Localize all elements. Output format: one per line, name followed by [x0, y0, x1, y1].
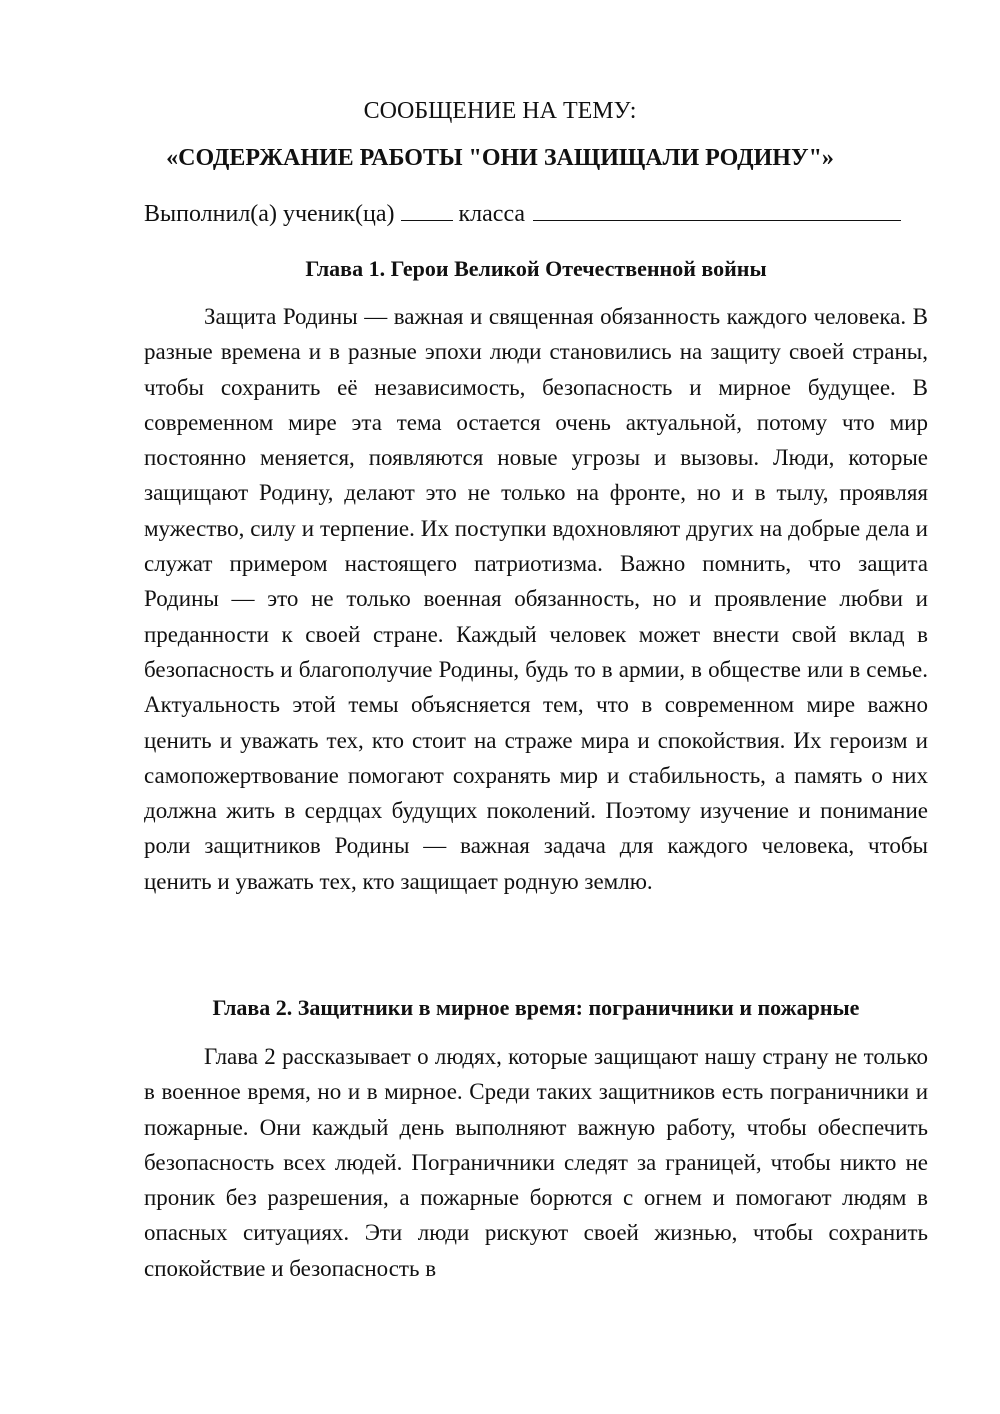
signature-line	[144, 198, 901, 229]
chapter2-paragraph: Глава 2 рассказывает о людях, которые защищают нашу страну не только в военное время, но и в мирное. Среди таких защитников есть пограничники и пожарные. Они каждый день выполняют важную работу, чтобы обеспечить безопасность всех людей. Пограничники следят за границей, чтобы никто не проник без разрешения, а пожарные борются с огнем и помогают людям в опасных ситуациях. Эти люди рискуют своей жизнью, чтобы сохранить спокойствие и безопасность в	[144, 1044, 928, 1281]
chapter1-heading: Глава 1. Герои Великой Отечественной войны	[305, 256, 767, 281]
chapter2-heading: Глава 2. Защитники в мирное время: пограничники и пожарные	[212, 995, 860, 1020]
document-title-line2: «СОДЕРЖАНИЕ РАБОТЫ "ОНИ ЗАЩИЩАЛИ РОДИНУ"»	[166, 145, 834, 171]
document-title-line1: СООБЩЕНИЕ НА ТЕМУ:	[363, 98, 637, 124]
chapter1-paragraph: Защита Родины — важная и священная обязанность каждого человека. В разные времена и в разные эпохи люди становились на защиту своей страны, чтобы сохранить её независимость, безопасность и мирное будущее. В современном мире эта тема остается очень актуальной, потому что мир постоянно меняется, появляются новые угрозы и вызовы. Люди, которые защищают Родину, делают это не только на фронте, но и в тылу, проявляя мужество, силу и терпение. Их поступки вдохновляют других на добрые дела и служат примером настоящего патриотизма. Важно помнить, что защита Родины — это не только военная обязанность, но и проявление любви и преданности к своей стране. Каждый человек может внести свой вклад в безопасность и благополучие Родины, будь то в армии, в обществе или в семье. Актуальность этой темы объясняется тем, что в современном мире важно ценить и уважать тех, кто стоит на страже мира и спокойствия. Их героизм и самопожертвование помогают сохранять мир и стабильность, а память о них должна жить в сердцах будущих поколений. Поэтому изучение и понимание роли защитников Родины — важная задача для каждого человека, чтобы ценить и уважать тех, кто защищает родную землю.	[144, 304, 928, 894]
grade-blank	[401, 198, 453, 221]
class-name-blank	[533, 198, 901, 221]
class-label: класса	[458, 201, 526, 227]
signature-prefix: Выполнил(а) ученик(ца)	[144, 201, 395, 227]
